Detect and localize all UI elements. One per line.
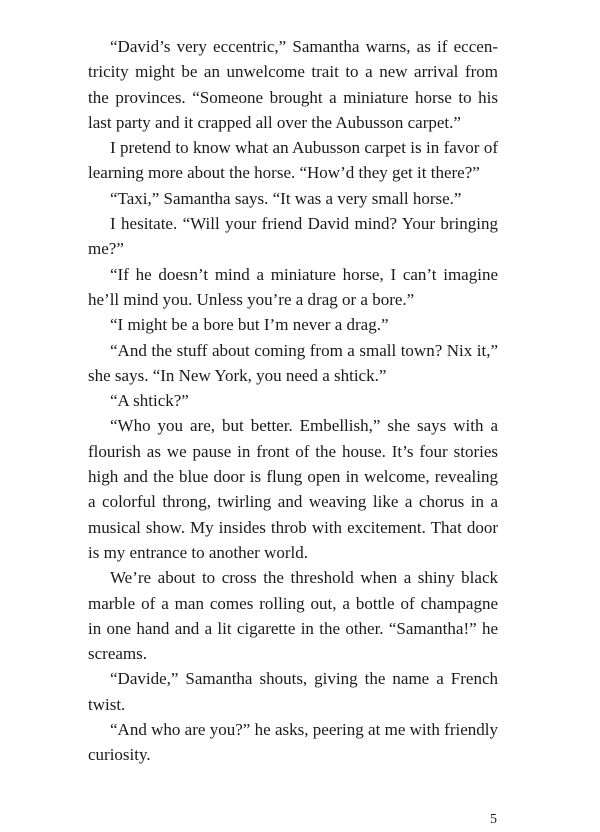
page-number: 5 bbox=[490, 812, 497, 827]
paragraph: “Davide,” Samantha shouts, giving the name a French twist. bbox=[88, 669, 498, 714]
paragraph: I hesitate. “Will your friend David mind? Your bringing me?” bbox=[88, 214, 498, 259]
paragraph: “And who are you?” he asks, peering at me with friendly curiosity. bbox=[88, 720, 498, 765]
paragraph: We’re about to cross the threshold when a shiny black marble of a man comes rolling out, a bottle of champagne in one hand and a lit cigarette in the other. “Samantha!” he screams. bbox=[88, 568, 498, 664]
paragraph: “I might be a bore but I’m never a drag.” bbox=[110, 315, 389, 335]
paragraph: “If he doesn’t mind a miniature horse, I can’t imagine he’ll mind you. Unless you’re a drag or a bore.” bbox=[88, 264, 498, 309]
paragraph: “And the stuff about coming from a small town? Nix it,” she says. “In New York, you need a shtick.” bbox=[88, 340, 498, 385]
paragraph: “Who you are, but better. Embellish,” she says with a flourish as we pause in front of the house. It’s four stories high and the blue door is flung open in welcome, revealing a colorful throng, twirling and weaving like a chorus in a musical show. My insides throb with excitement. That door is my entrance to another world. bbox=[88, 416, 498, 562]
paragraph: “Taxi,” Samantha says. “It was a very small horse.” bbox=[110, 188, 462, 208]
paragraph: “David’s very eccentric,” Samantha warns, as if eccentricity might be an unwelcome trait to a new arrival from the provinces. “Someone brought a miniature horse to his last party and it crapped all over the Aubusson carpet.” bbox=[88, 37, 498, 132]
page-body bbox=[88, 34, 498, 768]
paragraph: “A shtick?” bbox=[110, 391, 189, 411]
paragraph: I pretend to know what an Aubusson carpet is in favor of learning more about the horse. “How’d they get it there?” bbox=[88, 138, 498, 183]
